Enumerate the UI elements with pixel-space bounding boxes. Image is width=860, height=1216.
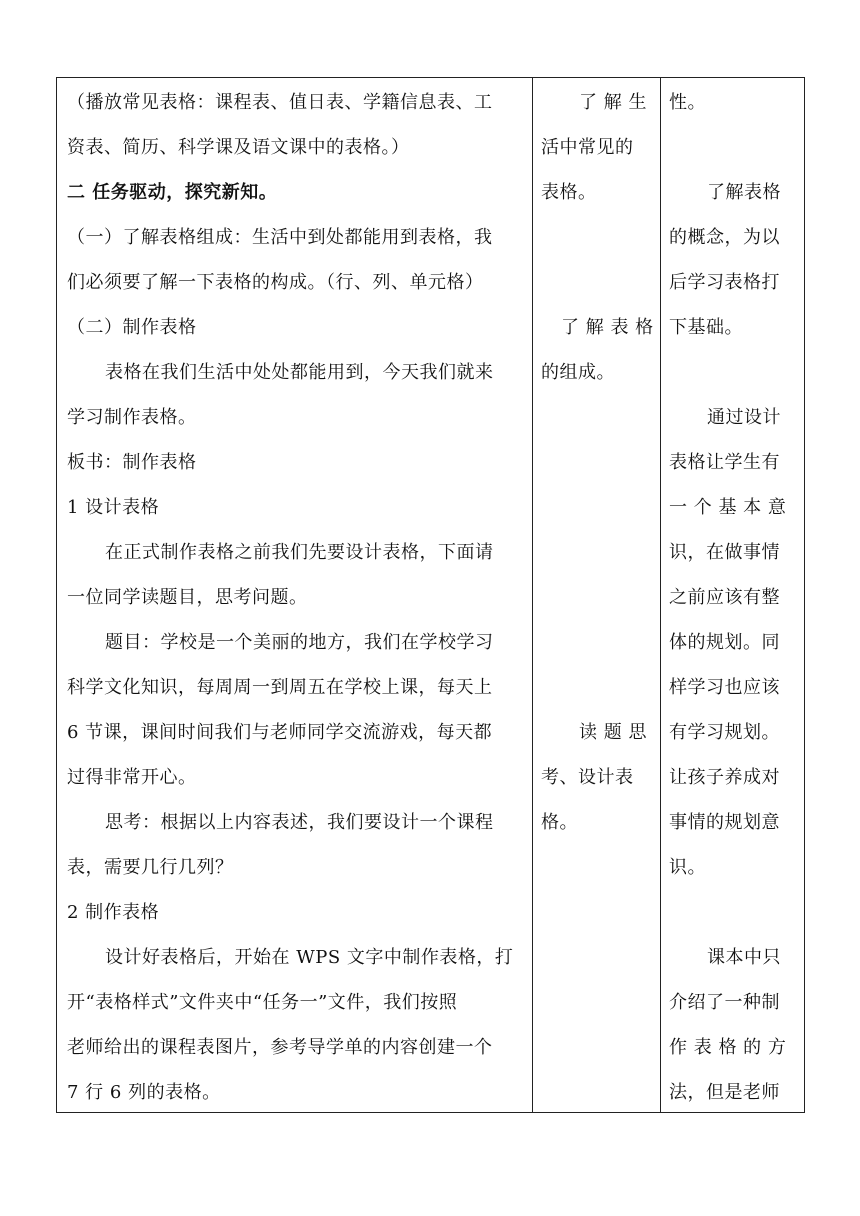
subsection-heading: （二）制作表格 [67,317,197,338]
text-line: 活中常见的 [541,137,634,158]
text-line: 课本中只 [707,947,781,968]
text-line: 7 行 6 列的表格。 [67,1082,221,1103]
text-line: 格。 [541,812,578,833]
text-line: 老师给出的课程表图片，参考导学单的内容创建一个 [67,1037,493,1058]
blackboard-note: 板书：制作表格 [67,452,197,473]
step-heading: 2 制作表格 [67,902,160,923]
text-line: 考、设计表 [541,767,634,788]
text-line: 6 节课，课间时间我们与老师同学交流游戏，每天都 [67,722,493,743]
text-line: 一位同学读题目，思考问题。 [67,587,308,608]
text-line: 一 个 基 本 意 [669,497,787,518]
text-line: 性。 [669,92,706,113]
text-line: 作 表 格 的 方 [669,1037,787,1058]
text-line: 识。 [669,857,706,878]
student-activity-column [533,78,661,1112]
text-line: 下基础。 [669,317,743,338]
text-line: 后学习表格打 [669,272,780,293]
text-line: 通过设计 [707,407,781,428]
text-line: 之前应该有整 [669,587,780,608]
text-line: 了 解 表 格 [561,317,654,338]
text-line: 过得非常开心。 [67,767,197,788]
text-line: 学习制作表格。 [67,407,197,428]
text-line: 读 题 思 [579,722,647,743]
lesson-plan-table [56,77,805,1113]
text-line: 的组成。 [541,362,615,383]
text-line: 资表、简历、科学课及语文课中的表格。） [67,137,410,158]
text-line: 题目：学校是一个美丽的地方，我们在学校学习 [105,632,494,653]
text-line: 们必须要了解一下表格的构成。（行、列、单元格） [67,272,484,293]
text-line: 表格。 [541,182,597,203]
text-line: 样学习也应该 [669,677,780,698]
text-line: 有学习规划。 [669,722,780,743]
text-line: 让孩子养成对 [669,767,780,788]
text-line: 的概念，为以 [669,227,780,248]
step-heading: 1 设计表格 [67,497,160,518]
text-line: 开“表格样式”文件夹中“任务一”文件，我们按照 [67,992,458,1013]
section-heading: 二 任务驱动，探究新知。 [67,182,278,203]
text-line: （一）了解表格组成：生活中到处都能用到表格，我 [67,227,493,248]
text-line: 介绍了一种制 [669,992,780,1013]
text-line: 设计好表格后，开始在 WPS 文字中制作表格，打 [105,947,514,968]
text-line: 法，但是老师 [669,1082,780,1103]
text-line: 在正式制作表格之前我们先要设计表格，下面请 [105,542,494,563]
teaching-process-column [57,78,533,1112]
text-line: 了解表格 [707,182,781,203]
text-line: 表，需要几行几列？ [67,857,234,878]
design-intent-column [661,78,804,1112]
text-line: 体的规划。同 [669,632,780,653]
text-line: 表格在我们生活中处处都能用到，今天我们就来 [105,362,494,383]
text-line: 思考：根据以上内容表述，我们要设计一个课程 [105,812,494,833]
text-line: 科学文化知识，每周周一到周五在学校上课，每天上 [67,677,493,698]
text-line: 识，在做事情 [669,542,780,563]
text-line: 事情的规划意 [669,812,780,833]
text-line: 表格让学生有 [669,452,780,473]
text-line: （播放常见表格：课程表、值日表、学籍信息表、工 [67,92,493,113]
text-line: 了 解 生 [579,92,647,113]
